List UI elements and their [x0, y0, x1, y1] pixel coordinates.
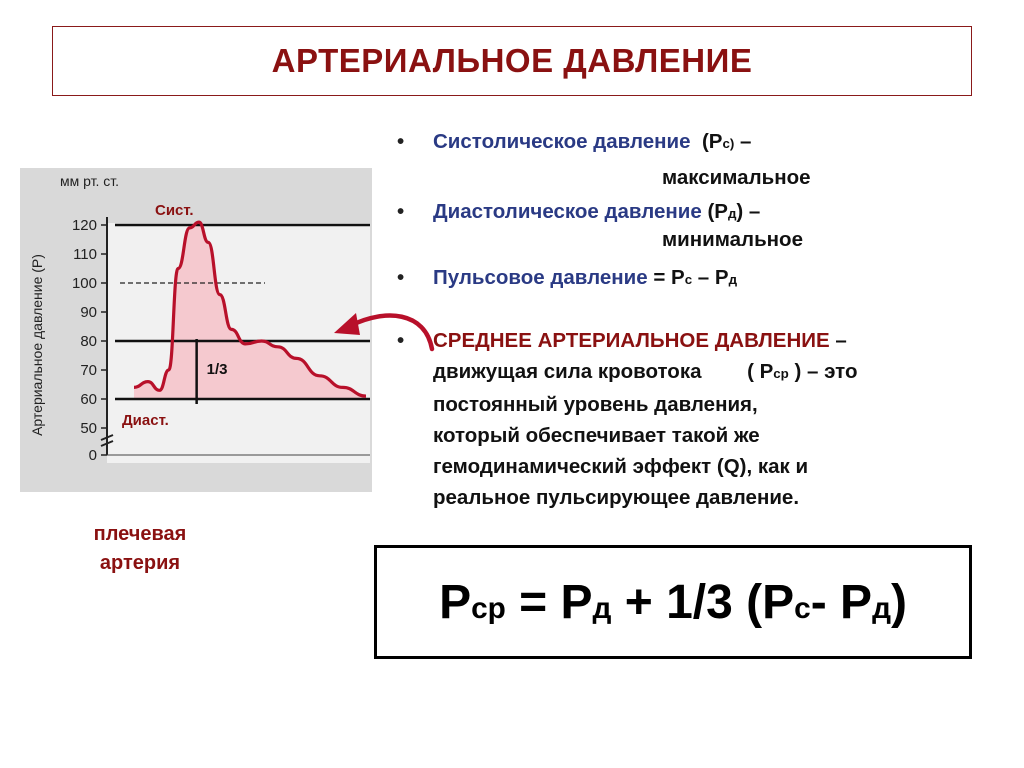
pulse-mid: – Р [692, 266, 729, 289]
y-axis-label: Артериальное давление (Р) [29, 254, 45, 436]
y-tick-label: 110 [73, 246, 97, 263]
systolic-dash: – [734, 130, 752, 153]
mean-line2c: ) – это [788, 360, 858, 383]
bullet-systolic [395, 127, 1015, 163]
mean-dash: – [829, 329, 847, 352]
bullet-dot: • [397, 266, 405, 289]
artery-caption [60, 520, 220, 578]
systolic-label: Сист. [155, 202, 194, 219]
systolic-paren: (Р [701, 130, 723, 153]
mean-line2a: движущая сила кровотока [433, 360, 702, 383]
y-tick-label: 50 [80, 420, 97, 437]
unit-label: мм рт. ст. [60, 173, 120, 189]
diastolic-sub: д [727, 206, 737, 221]
mean-head: СРЕДНЕЕ АРТЕРИАЛЬНОЕ ДАВЛЕНИЕ [433, 329, 830, 352]
formula-p1: Р [439, 575, 472, 629]
systolic-sub: с) [722, 136, 735, 151]
caption-line1: плечевая [93, 523, 187, 545]
systolic-max-text: максимальное [662, 166, 811, 189]
mean-line4: который обеспечивает такой же [433, 424, 760, 447]
y-tick-label: 80 [80, 333, 97, 350]
formula-s3: с [794, 591, 811, 625]
diastolic-label: Диаст. [122, 412, 169, 429]
y-tick-label: 70 [80, 362, 97, 379]
mean-line3: постоянный уровень давления, [433, 393, 758, 416]
bullet-dot: • [397, 329, 405, 352]
one-third-label: 1/3 [206, 361, 228, 378]
formula-plus: + 1/3 (Р [611, 575, 795, 629]
mean-line2sub: ср [773, 366, 789, 381]
pressure-chart [0, 160, 440, 500]
bullet-pulse [395, 263, 1015, 325]
y-tick-label: 100 [71, 275, 97, 292]
title-box [52, 26, 972, 96]
diastolic-text: Диастолическое давление [433, 200, 702, 223]
systolic-line2 [395, 163, 1015, 197]
y-tick-label: 90 [80, 304, 97, 321]
bullet-diastolic [395, 197, 1015, 225]
bullet-dot: • [397, 130, 405, 153]
formula-s2: д [592, 591, 612, 625]
bullet-list [395, 127, 1015, 513]
diastolic-line2 [395, 225, 1015, 263]
slide-title: АРТЕРИАЛЬНОЕ ДАВЛЕНИЕ [271, 42, 753, 79]
bullet-dot: • [397, 200, 405, 223]
pulse-sub1: с [684, 272, 693, 287]
caption-line2: артерия [99, 552, 181, 574]
bullet-mean [395, 325, 1015, 513]
formula-s1: ср [471, 591, 506, 625]
formula-eq: = Р [505, 575, 593, 629]
pulse-sub2: д [728, 272, 738, 287]
pulse-eq: = Р [647, 266, 685, 289]
diastolic-paren: (Р [707, 200, 728, 223]
formula-s4: д [872, 591, 891, 625]
systolic-text: Систолическое давление [433, 130, 691, 153]
diastolic-min-text: минимальное [662, 228, 803, 251]
y-tick-label: 0 [88, 447, 97, 464]
mean-line2b: ( Р [747, 360, 774, 383]
pulse-text: Пульсовое давление [433, 266, 648, 289]
mean-line6: реальное пульсирующее давление. [433, 486, 800, 509]
mean-pressure-formula [439, 575, 907, 630]
formula-box [374, 545, 972, 659]
formula-minus: - Р [810, 575, 873, 629]
y-tick-label: 120 [71, 217, 97, 234]
mean-line5: гемодинамический эффект (Q), как и [433, 455, 809, 478]
diastolic-close: ) – [736, 200, 761, 223]
formula-close: ) [890, 575, 907, 629]
y-tick-label: 60 [80, 391, 97, 408]
